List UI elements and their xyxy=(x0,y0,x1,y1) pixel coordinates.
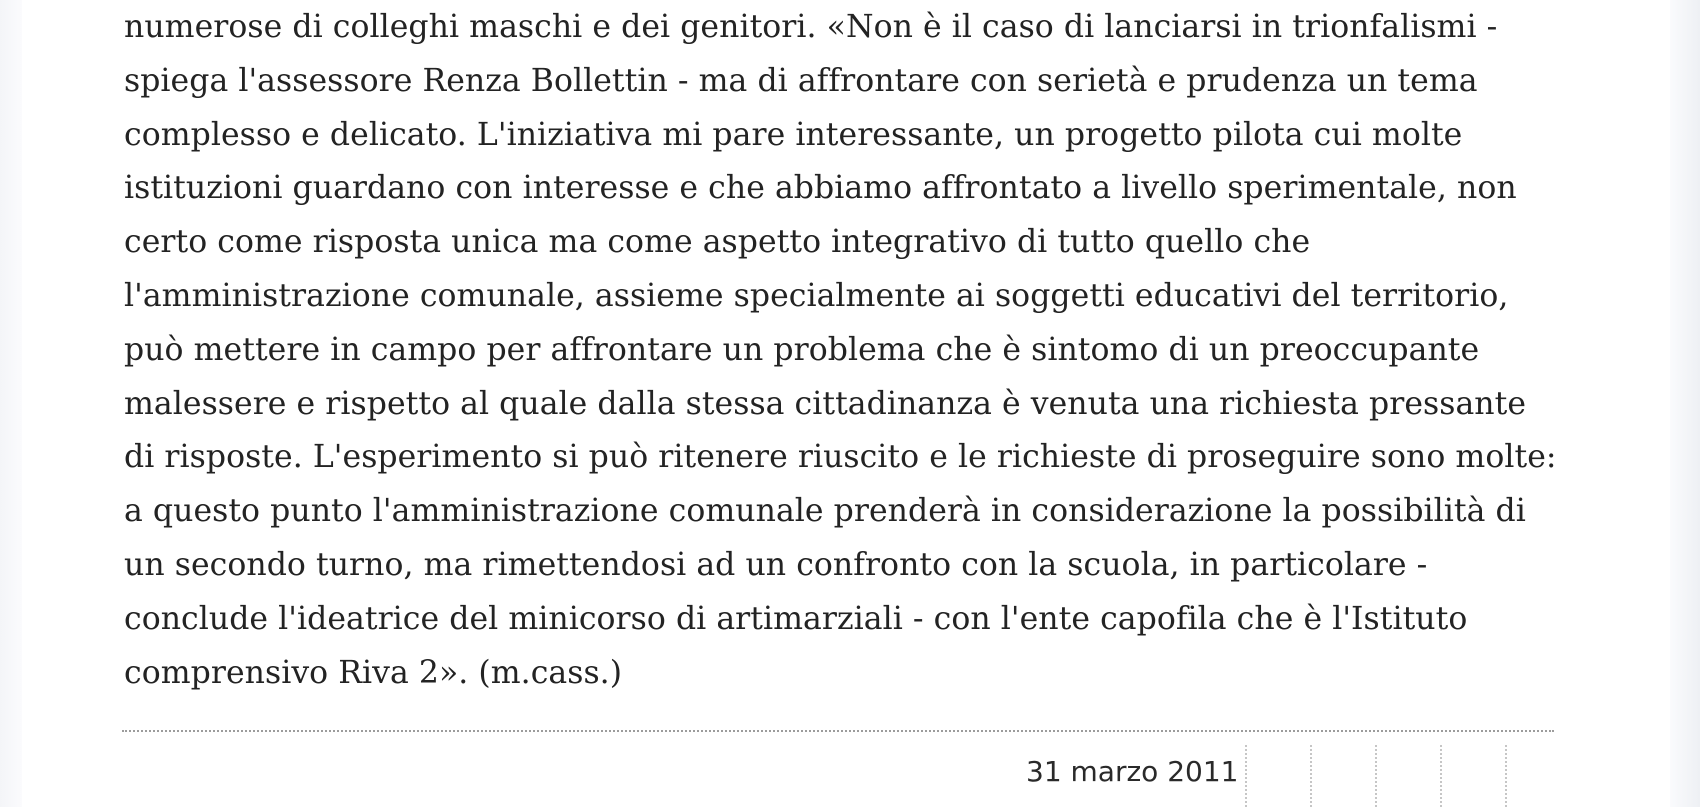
text-line: comprensivo Riva 2». (m.cass.) xyxy=(124,654,623,691)
text-line: a questo punto l'amministrazione comunale prenderà in considerazione la possibilità di xyxy=(124,493,1526,530)
text-line: conclude l'ideatrice del minicorso di artimarziali - con l'ente capofila che è l'Istituto xyxy=(124,600,1468,637)
column-rule xyxy=(1310,745,1312,807)
column-rule xyxy=(1245,745,1247,807)
text-line: può mettere in campo per affrontare un problema che è sintomo di un preoccupante xyxy=(124,331,1480,368)
scan-left-edge xyxy=(0,0,22,807)
text-line: complesso e delicato. L'iniziativa mi pare interessante, un progetto pilota cui molte xyxy=(124,116,1463,153)
column-rule xyxy=(1505,745,1507,807)
column-rule xyxy=(1375,745,1377,807)
column-rule xyxy=(1440,745,1442,807)
article-body xyxy=(124,0,1584,700)
text-line: spiega l'assessore Renza Bollettin - ma di affrontare con serietà e prudenza un tema xyxy=(124,62,1478,99)
text-line: un secondo turno, ma rimettendosi ad un confronto con la scuola, in particolare - xyxy=(124,546,1428,583)
text-line: numerose di colleghi maschi e dei genitori. «Non è il caso di lanciarsi in trionfalismi - xyxy=(124,9,1498,45)
text-line: l'amministrazione comunale, assieme specialmente ai soggetti educativi del territorio, xyxy=(124,277,1509,314)
scan-right-edge xyxy=(1670,0,1700,807)
text-line: malessere e rispetto al quale dalla stessa cittadinanza è venuta una richiesta pressante xyxy=(124,385,1527,422)
text-line: certo come risposta unica ma come aspetto integrativo di tutto quello che xyxy=(124,224,1311,261)
footer-divider xyxy=(122,730,1554,732)
text-line: di risposte. L'esperimento si può ritenere riuscito e le richieste di proseguire sono molte: xyxy=(124,439,1557,476)
publication-date: 31 marzo 2011 xyxy=(1026,755,1239,788)
text-line: istituzioni guardano con interesse e che abbiamo affrontato a livello sperimentale, non xyxy=(124,170,1517,207)
